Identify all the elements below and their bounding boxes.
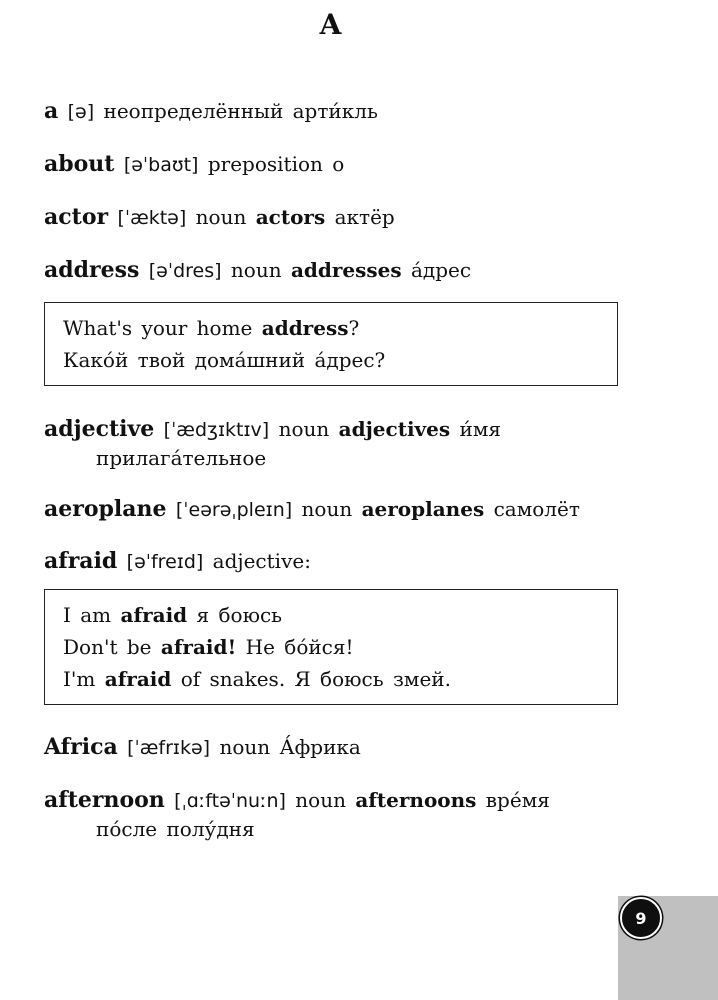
example-box-afraid <box>44 589 618 705</box>
example-line <box>63 631 617 663</box>
part-of-speech: adjective: <box>212 549 311 573</box>
example-keyword: afraid! <box>160 635 237 659</box>
entry-africa <box>44 733 624 762</box>
entry-aeroplane <box>44 495 624 524</box>
headword: Africa <box>44 734 118 760</box>
entry-a <box>44 97 624 126</box>
part-of-speech: noun <box>219 735 271 759</box>
part-of-speech: noun <box>295 788 346 812</box>
headword: about <box>44 151 115 177</box>
translation: самолёт <box>493 497 580 521</box>
translation: о <box>332 152 345 176</box>
headword: adjective <box>44 416 155 442</box>
letter-heading: A <box>319 8 343 41</box>
example-text: ? <box>348 316 360 340</box>
entry-afternoon <box>44 786 624 843</box>
transcription: [əˈdres] <box>148 260 222 282</box>
transcription: [əˈfreɪd] <box>126 551 204 573</box>
translation: А́фрика <box>279 735 361 759</box>
example-line <box>63 663 617 695</box>
transcription: [ˌɑːftəˈnuːn] <box>174 790 286 812</box>
example-keyword: afraid <box>120 603 188 627</box>
headword: aeroplane <box>44 496 167 522</box>
page-number-badge: 9 <box>620 897 662 939</box>
example-line <box>63 312 617 344</box>
example-line <box>63 344 617 376</box>
entry-address <box>44 256 624 285</box>
part-of-speech: preposition <box>207 152 323 176</box>
translation: актёр <box>334 205 395 229</box>
translation: а́дрес <box>411 258 472 282</box>
example-text: Don't be <box>63 635 161 659</box>
example-line <box>63 599 617 631</box>
example-text: I'm <box>63 667 105 691</box>
part-of-speech: noun <box>230 258 282 282</box>
headword: afternoon <box>44 787 165 813</box>
transcription: [ə] <box>67 101 95 123</box>
example-box-address <box>44 302 618 386</box>
example-keyword: address <box>261 316 349 340</box>
example-text: I am <box>63 603 121 627</box>
transcription: [ˈæfrɪkə] <box>127 737 211 759</box>
example-text: of snakes. Я боюсь змей. <box>171 667 451 691</box>
headword: afraid <box>44 548 118 574</box>
example-text: я боюсь <box>187 603 283 627</box>
part-of-speech: noun <box>195 205 247 229</box>
translation-continuation: по́сле полу́дня <box>96 817 255 841</box>
plural-form: aeroplanes <box>361 497 485 521</box>
example-translation: Како́й твой дома́шний а́дрес? <box>63 348 386 372</box>
headword: address <box>44 257 140 283</box>
entry-about <box>44 150 624 179</box>
example-keyword: afraid <box>104 667 172 691</box>
plural-form: addresses <box>290 258 402 282</box>
translation: неопределённый арти́кль <box>103 99 378 123</box>
plural-form: actors <box>255 205 326 229</box>
example-text: What's your home <box>63 316 262 340</box>
plural-form: adjectives <box>338 417 451 441</box>
headword: actor <box>44 204 109 230</box>
transcription: [əˈbaʊt] <box>123 154 199 176</box>
transcription: [ˈeərəˌpleɪn] <box>175 499 293 521</box>
entry-actor <box>44 203 624 232</box>
plural-form: afternoons <box>355 788 477 812</box>
entry-afraid <box>44 547 624 576</box>
translation: и́мя <box>459 417 502 441</box>
transcription: [ˈædʒɪktɪv] <box>163 419 270 441</box>
part-of-speech: noun <box>301 497 353 521</box>
translation-continuation: прилага́тельное <box>96 446 267 470</box>
entry-adjective <box>44 415 624 472</box>
headword: a <box>44 98 59 124</box>
example-text: Не бо́йся! <box>236 635 354 659</box>
part-of-speech: noun <box>278 417 330 441</box>
transcription: [ˈæktə] <box>117 207 187 229</box>
translation: вре́мя <box>485 788 550 812</box>
